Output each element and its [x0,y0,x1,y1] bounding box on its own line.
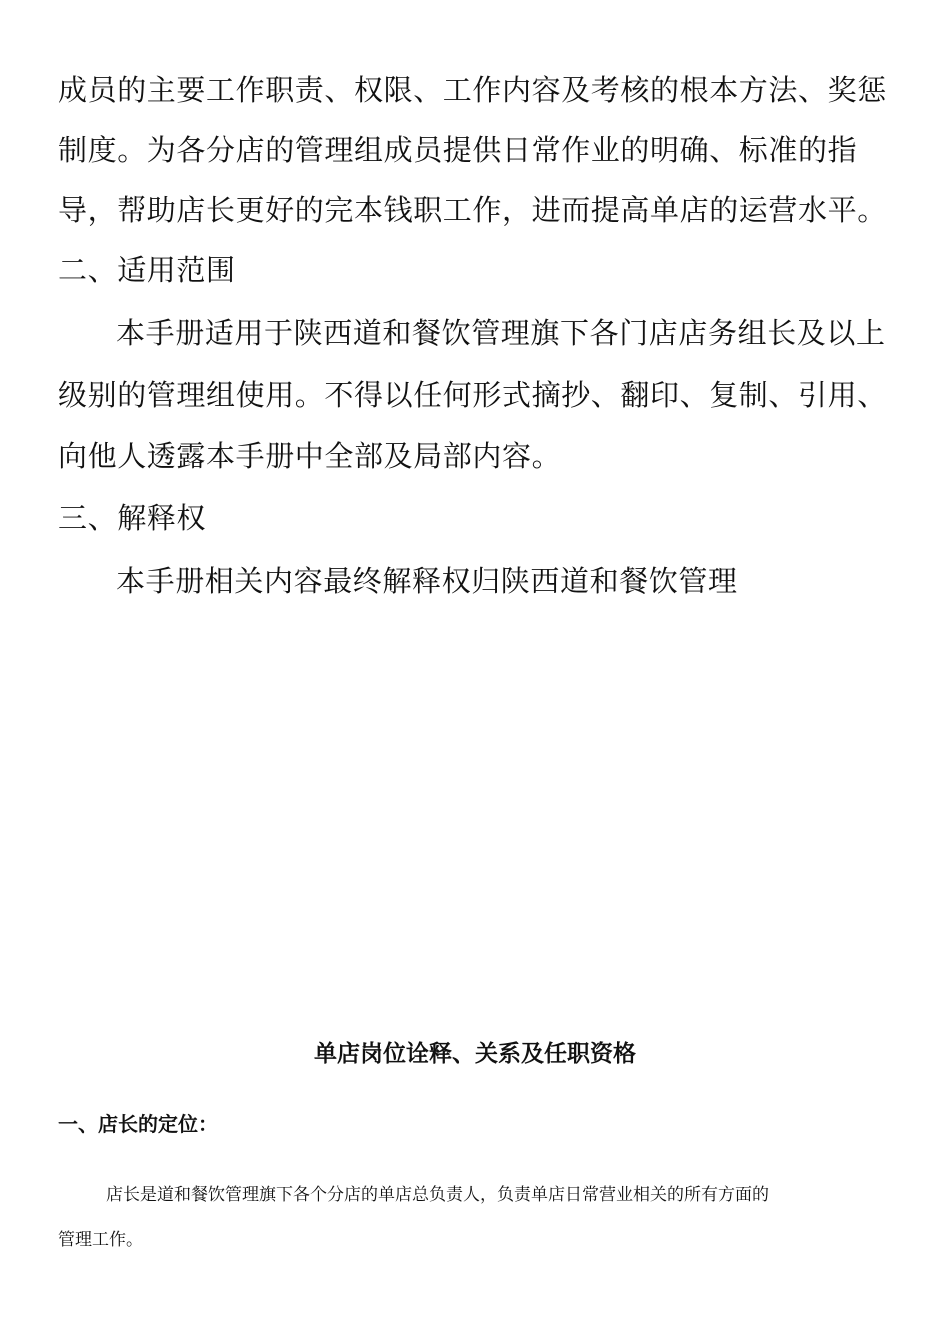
paragraph-line: 店长是道和餐饮管理旗下各个分店的单店总负责人，负责单店日常营业相关的所有方面的 [106,1185,769,1205]
paragraph-line: 制度。为各分店的管理组成员提供日常作业的明确、标准的指 [58,133,858,167]
paragraph-line: 导，帮助店长更好的完本钱职工作，进而提高单店的运营水平。 [58,193,887,227]
section-heading: 三、解释权 [58,501,207,535]
paragraph-line: 成员的主要工作职责、权限、工作内容及考核的根本方法、奖惩 [58,73,887,107]
section-heading: 二、适用范围 [58,253,236,287]
paragraph-line: 本手册适用于陕西道和餐饮管理旗下各门店店务组长及以上 [116,316,886,350]
paragraph-line: 本手册相关内容最终解释权归陕西道和餐饮管理 [116,564,738,598]
chapter-subheading: 一、店长的定位： [58,1112,218,1136]
paragraph-line: 级别的管理组使用。不得以任何形式摘抄、翻印、复制、引用、 [58,378,887,412]
chapter-title: 单店岗位诠释、关系及任职资格 [314,1041,636,1067]
paragraph-line: 向他人透露本手册中全部及局部内容。 [58,439,562,473]
paragraph-line: 管理工作。 [58,1230,143,1250]
